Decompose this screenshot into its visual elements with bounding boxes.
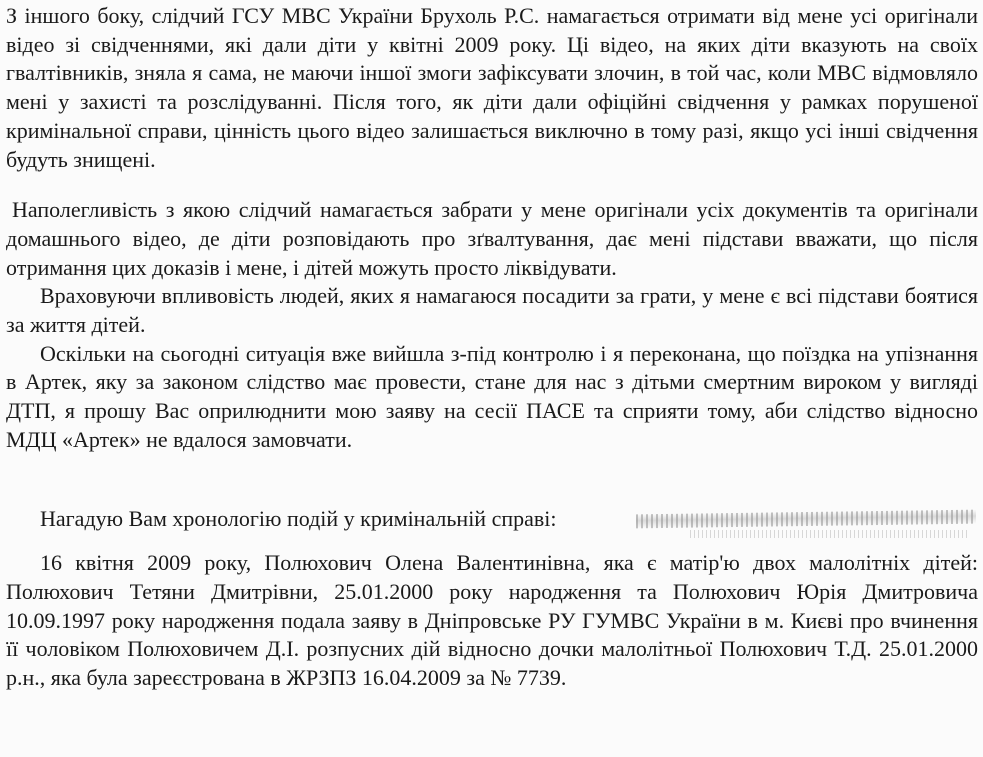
chronology-heading: Нагадую Вам хронологію подій у кримінальній справі: [40,505,557,531]
paragraph-persistence: Наполегливість з якою слідчий намагається забрати у мене оригінали усіх документів та оригінали домашнього відео, де діти розповідають про зґвалтування, дає мені підстави вважати, що після отримання цих доказів і мене, і дітей можуть просто ліквідувати. [6,197,978,280]
paragraph-influence: Враховуючи впливовість людей, яких я намагаюся посадити за грати, у мене є всі підстави боятися за життя дітей. [6,283,978,338]
document-body [6,2,978,693]
paragraph-pace-request: Оскільки на сьогодні ситуація вже вийшла з-під контролю і я переконана, що поїздка на упізнання в Артек, яку за законом слідство має провести, стане для нас з дітьми смертним вироком у вигляді ДТП, я прошу Вас оприлюднити мою заяву на сесії ПАСЕ та сприяти тому, аби слідство відносно МДЦ «Артек» не вдалося замовчати. [6,340,978,452]
scan-artifact-secondary [690,530,970,538]
paragraph-chronology-april-16: 16 квітня 2009 року, Полюхович Олена Валентинівна, яка є матір'ю двох малолітніх дітей: Полюхович Тетяни Дмитрівни, 25.01.2000 року народження та Полюхович Юрія Дмитровича 10.09.1997 року народження подала заяву в Дніпровське РУ ГУМВС України в м. Києві про вчинення її чоловіком Полюховичем Д.І. розпусних дій відносно дочки малолітньої Полюхович Т.Д. 25.01.2000 р.н., яка була зареєстрована в ЖРЗПЗ 16.04.2009 за № 7739. [6,550,978,691]
paragraph-investigator-video: З іншого боку, слідчий ГСУ МВС України Брухоль Р.С. намагається отримати від мене усі оригінали відео зі свідченнями, які дали діти у квітні 2009 року. Ці відео, на яких діти вказують на своїх гвалтівників, зняла я сама, не маючи іншої змоги зафіксувати злочин, в той час, коли МВС відмовляло мені у захисті та розслідуванні. Після того, як діти дали офіційні свідчення у рамках порушеної кримінальної справи, цінність цього відео залишається виключно в тому разі, якщо усі інші свідчення будуть знищені. [6,3,978,172]
